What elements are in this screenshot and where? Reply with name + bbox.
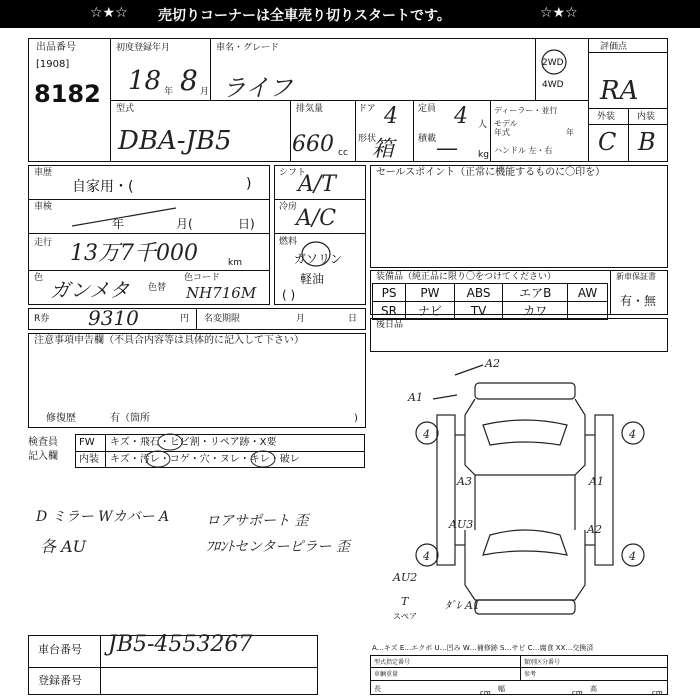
car-damage-diagram [393, 355, 665, 625]
equip-airbag: エアB [503, 284, 568, 302]
history-value: 自家用・( [72, 179, 134, 195]
remark-line1: D ミラー Wカバー A [36, 509, 170, 525]
ac-value: A/C [296, 206, 337, 231]
mark-a2-right: A2 [587, 523, 602, 536]
mark-dent: ﾀﾞﾚ A1 [445, 599, 480, 612]
mark-t: T [401, 595, 409, 608]
lot-number: 8182 [34, 80, 101, 108]
model-label: 型式 [116, 104, 135, 114]
top-banner [0, 0, 700, 28]
drive-4wd: 4WD [542, 80, 564, 90]
model-value: DBA-JB5 [118, 126, 232, 156]
mark-a1-right: A1 [589, 475, 604, 488]
equipment-table [372, 283, 608, 320]
equip-empty [568, 302, 608, 320]
drive-2wd: 2WD [542, 58, 564, 68]
fuel-diesel: 軽油 [300, 272, 325, 286]
load-value: — [436, 136, 458, 161]
grade-label: 評価点 [600, 42, 628, 52]
equip-navi: ナビ [406, 302, 455, 320]
mark-a2-top: A2 [485, 357, 500, 370]
displacement-value: 660 [292, 132, 334, 157]
equip-tv: TV [454, 302, 502, 320]
banner-title: 売切りコーナーは全車売り切りスタートです。 [158, 8, 451, 24]
car-name-label: 車名・グレード [216, 43, 280, 53]
color-value: ガンメタ [50, 278, 130, 302]
warranty-value: 有・無 [620, 294, 657, 308]
damage-legend: A…キズ E…エクボ U…凹み W…補修跡 S…サビ C…腐食 XX…交換済 [372, 644, 594, 652]
shift-value: A/T [298, 172, 336, 197]
car-name-value: ライフ [222, 74, 293, 102]
svg-text:4: 4 [423, 428, 430, 441]
sales-point-frame [370, 165, 668, 268]
svg-text:スペア: スペア [393, 612, 417, 621]
svg-text:4: 4 [629, 550, 636, 563]
equip-pw: PW [406, 284, 455, 302]
mark-a1-front: A1 [408, 391, 423, 404]
body-shape-value: 箱 [372, 137, 395, 162]
fuel-gas: ガソリン [294, 252, 343, 266]
lot-label: 出品番号 [36, 42, 76, 53]
exterior-grade: C [598, 128, 617, 156]
remark-line3: ロアサポート 歪 [206, 513, 309, 529]
mileage-value: 13万7千000 [70, 241, 198, 266]
interior-grade: B [638, 128, 656, 156]
mark-au2: AU2 [393, 571, 418, 584]
equip-sr: SR [373, 302, 406, 320]
color-code: NH716M [186, 284, 257, 302]
lot-code: [1908] [36, 59, 70, 70]
grade-value: RA [600, 76, 639, 106]
equip-abs: ABS [454, 284, 502, 302]
equip-ps: PS [373, 284, 406, 302]
recycle-value: 9310 [88, 306, 139, 330]
mark-au3: AU3 [449, 518, 474, 531]
recycle-frame [28, 308, 366, 330]
equip-aw: AW [568, 284, 608, 302]
remark-line4: ﾌﾛﾝﾄセンターピラー 歪 [206, 539, 350, 555]
svg-text:4: 4 [423, 550, 430, 563]
banner-stars-right: ☆★☆ [540, 5, 578, 21]
capacity-value: 4 [454, 104, 468, 129]
first-reg-year: 18 [128, 66, 162, 96]
first-reg-label: 初度登録年月 [116, 43, 171, 53]
equip-leather: カワ [503, 302, 568, 320]
banner-stars-left: ☆★☆ [90, 5, 128, 21]
spec-footer-frame [370, 655, 668, 695]
first-reg-month: 8 [180, 64, 198, 97]
notes-frame [28, 333, 366, 428]
mark-a3: A3 [457, 475, 472, 488]
remark-line2: 各 AU [40, 537, 87, 556]
svg-text:4: 4 [629, 428, 636, 441]
doors-value: 4 [384, 104, 398, 129]
postscript-frame [370, 318, 668, 352]
chassis-number: JB5-4553267 [108, 632, 253, 657]
